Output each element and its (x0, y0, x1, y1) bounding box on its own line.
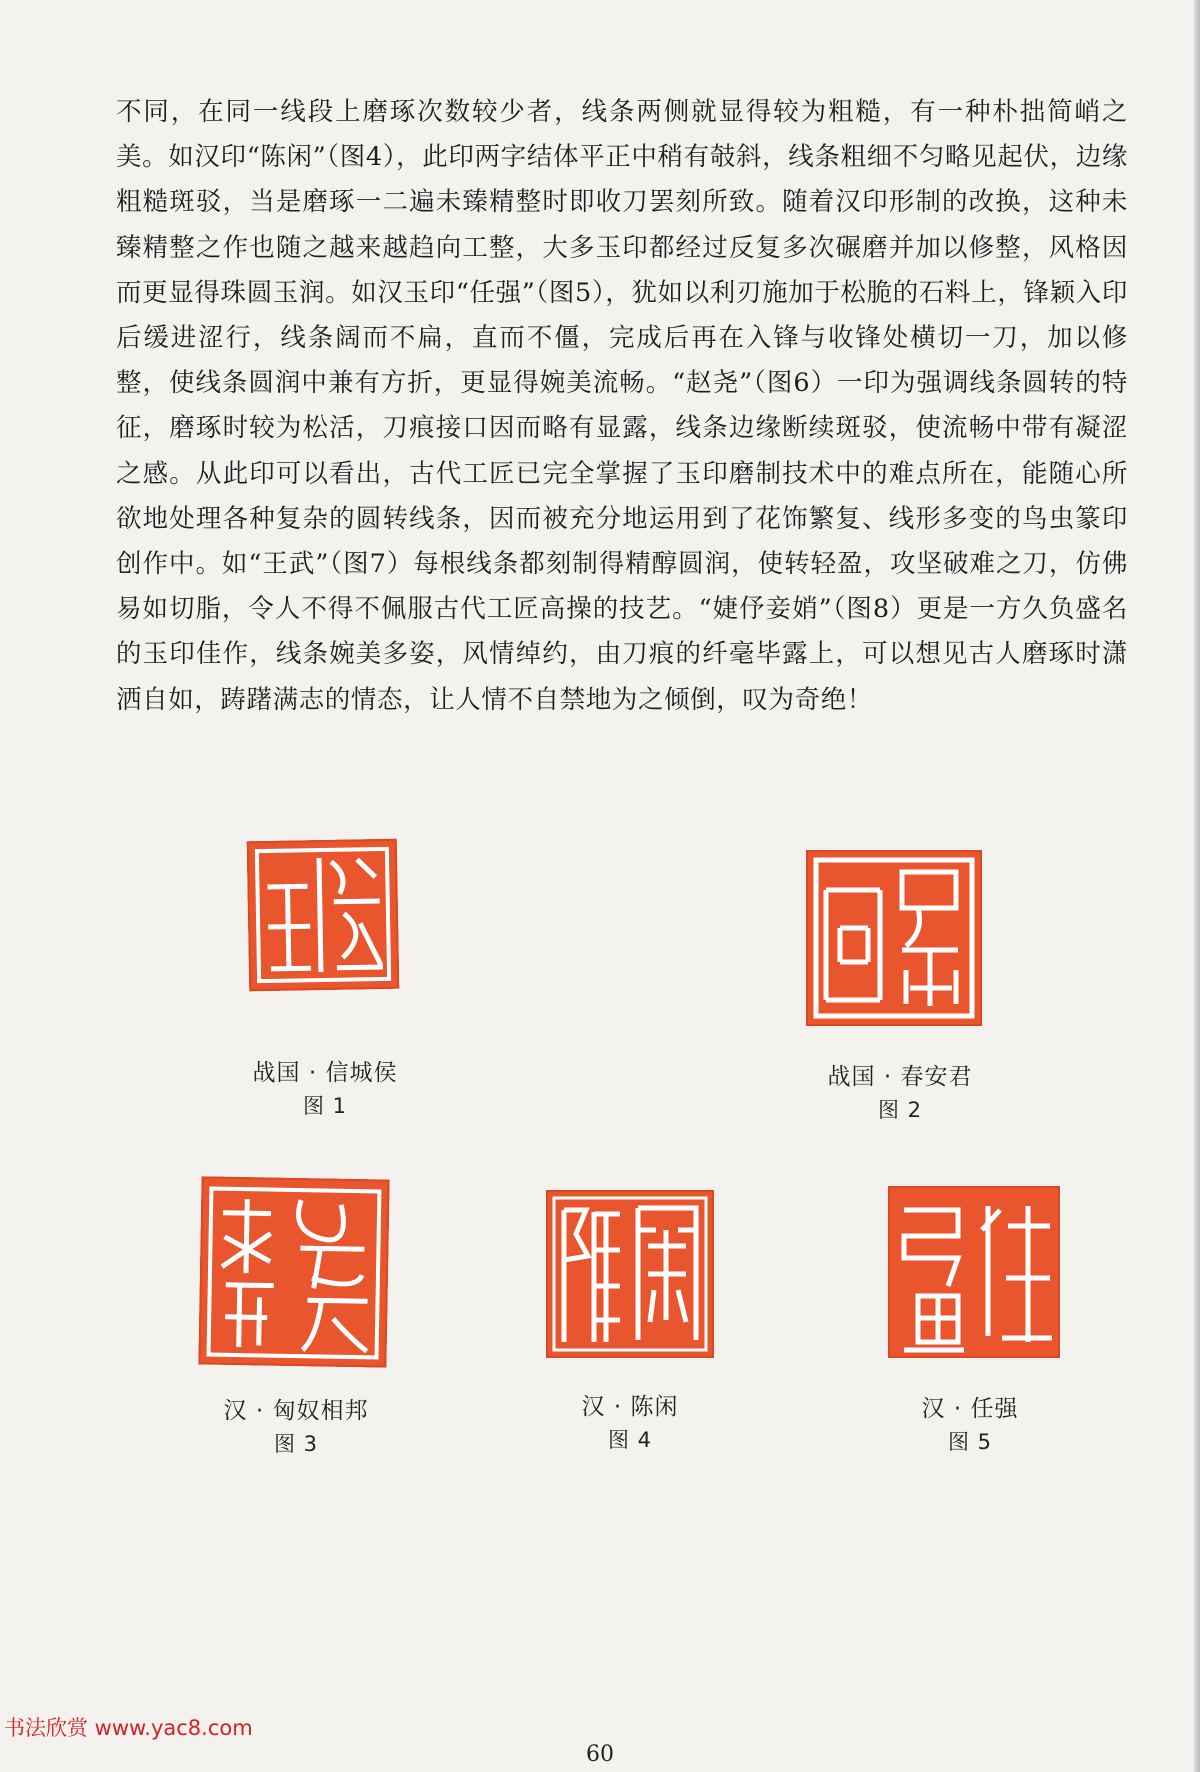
page-edge-shadow (1194, 0, 1200, 1772)
seal-image-4 (546, 1190, 714, 1358)
figure-label: 图 3 (273, 1432, 319, 1456)
site-watermark: 书法欣赏 www.yac8.com (4, 1716, 253, 1740)
figure-label: 图 4 (607, 1428, 653, 1452)
seal-image-3 (198, 1176, 389, 1367)
figure-label: 图 2 (877, 1098, 923, 1122)
seal-image-2 (806, 850, 982, 1026)
body-paragraph (116, 90, 1128, 723)
figure-3 (186, 1168, 406, 1458)
figure-label: 图 5 (947, 1430, 993, 1454)
figure-caption: 汉 · 陈闲 (581, 1394, 679, 1420)
seal-carving-3 (198, 1176, 389, 1367)
figure-4 (520, 1178, 740, 1468)
seal-carving-2 (806, 850, 982, 1026)
seal-image-1 (247, 839, 400, 992)
figure-caption: 汉 · 匈奴相邦 (223, 1398, 369, 1424)
figure-5 (860, 1178, 1080, 1468)
figure-2 (790, 840, 1010, 1130)
paragraph-text: 不同，在同一线段上磨琢次数较少者，线条两侧就显得较为粗糙，有一种朴拙简峭之美。如汉印“陈闲”（图4），此印两字结体平正中稍有攲斜，线条粗细不匀略见起伏，边缘粗糙斑驳，当是磨琢一二遍未臻精整时即收刀罢刻所致。随着汉印形制的改换，这种未臻精整之作也随之越来越趋向工整，大多玉印都经过反复多次碾磨并加以修整，风格因而更显得珠圆玉润。如汉玉印“任强”（图5），犹如以利刃施加于松脆的石料上，锋颖入印后缓进涩行，线条阔而不扁，直而不僵，完成后再在入锋与收锋处横切一刀，加以修整，使线条圆润中兼有方折，更显得婉美流畅。“赵尧”（图6）一印为强调线条圆转的特征，磨琢时较为松活，刀痕接口因而略有显露，线条边缘断续斑驳，使流畅中带有凝涩之感。从此印可以看出，古代工匠已完全掌握了玉印磨制技术中的难点所在，能随心所欲地处理各种复杂的圆转线条，因而被充分地运用到了花饰繁复、线形多变的鸟虫篆印创作中。如“王武”（图7）每根线条都刻制得精醇圆润，使转轻盈，攻坚破难之刀，仿佛易如切脂，令人不得不佩服古代工匠高操的技艺。“婕伃妾娋”（图8）更是一方久负盛名的玉印佳作，线条婉美多姿，风情绰约，由刀痕的纤毫毕露上，可以想见古人磨琢时潇洒自如，踌躇满志的情态，让人情不自禁地为之倾倒，叹为奇绝！ (116, 97, 1128, 715)
seal-image-5 (888, 1186, 1060, 1358)
figure-caption: 汉 · 任强 (921, 1396, 1019, 1422)
page-number: 60 (586, 1742, 614, 1767)
seal-carving-1 (247, 839, 400, 992)
seal-carving-4 (546, 1190, 714, 1358)
seal-carving-5 (888, 1186, 1060, 1358)
figure-label: 图 1 (302, 1094, 348, 1118)
figure-1 (220, 830, 430, 1120)
figure-caption: 战国 · 信城侯 (252, 1060, 398, 1086)
figure-caption: 战国 · 春安君 (827, 1064, 973, 1090)
